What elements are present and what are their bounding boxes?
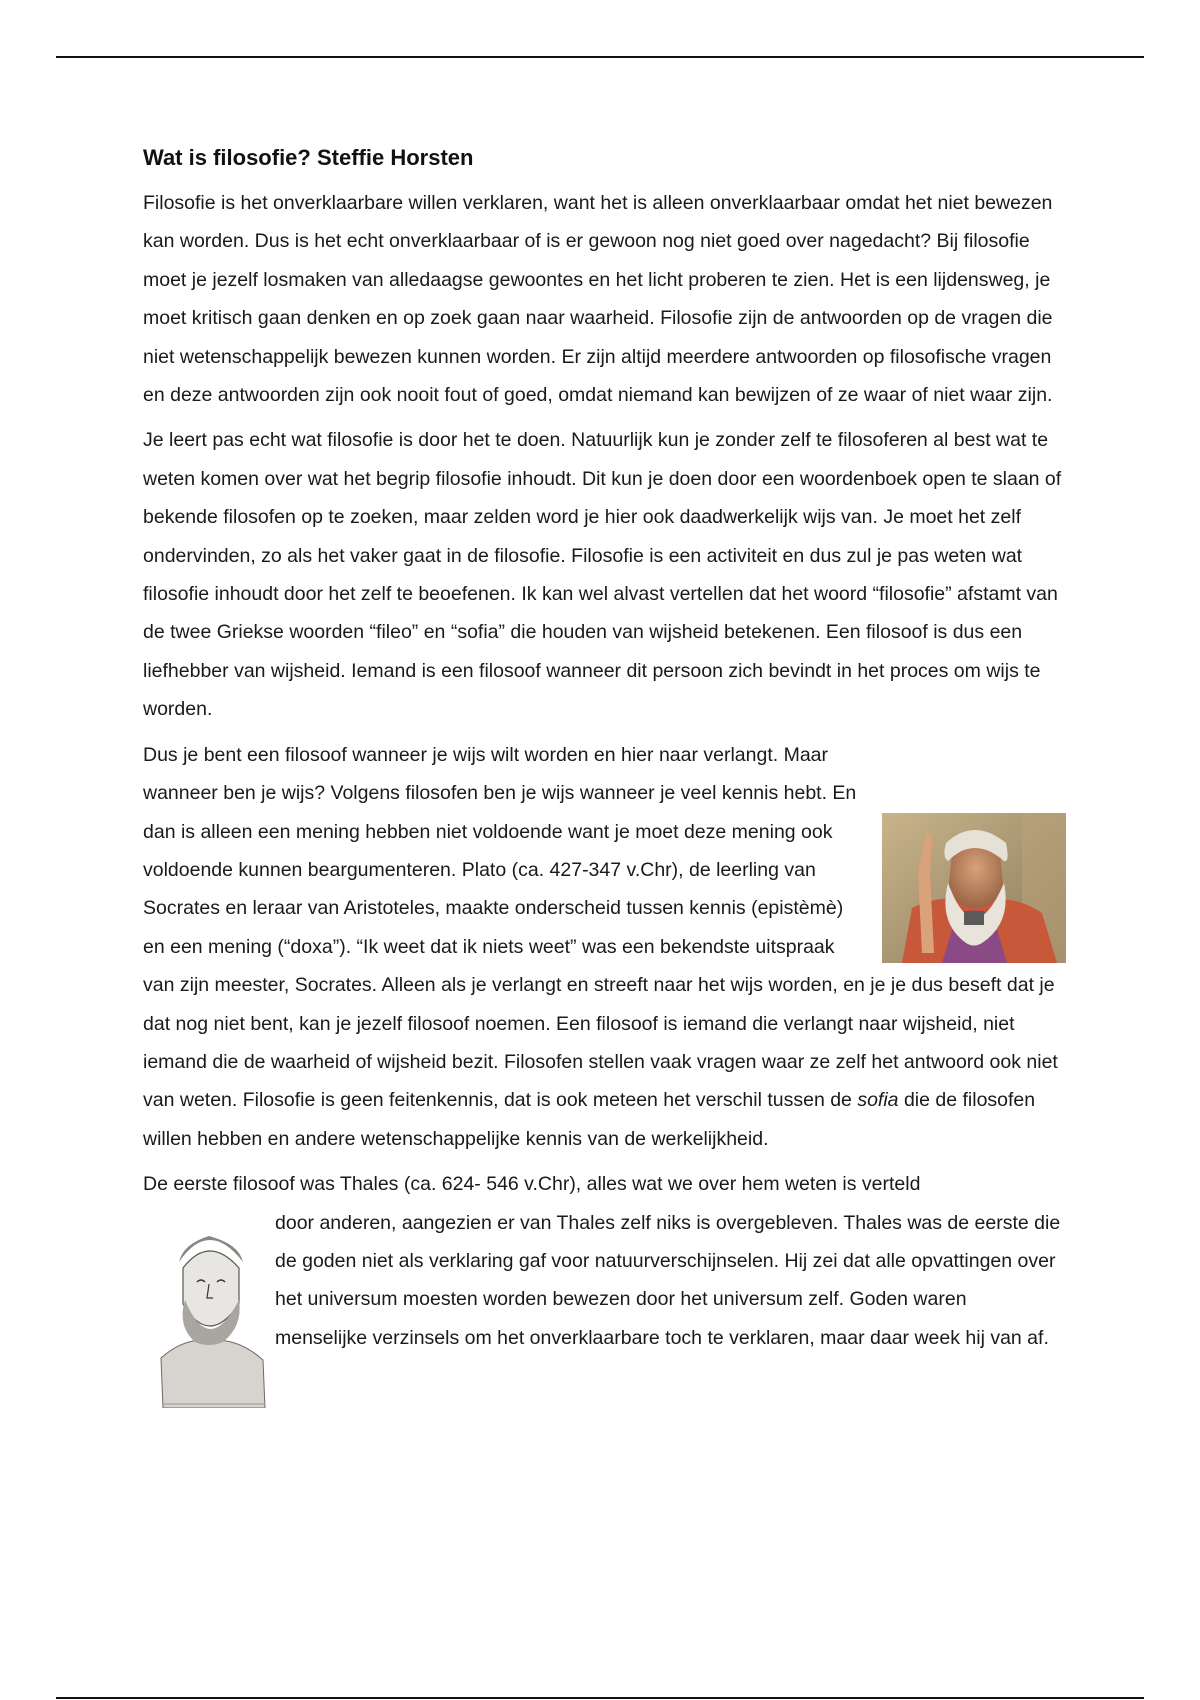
bottom-rule [56, 1697, 1144, 1699]
paragraph-3 [143, 736, 1063, 1158]
paragraph-4-text: door anderen, aangezien er van Thales zelf niks is overgebleven. Thales was de eerste die de goden niet als verklaring gaf voor natuurverschijnselen. Hij zei dat alle opvattingen over het universum moesten worden bewezen door het universum zelf. Goden waren menselijke verzinsels om het onverklaarbare toch te verklaren, maar daar week hij van af. [275, 1211, 1061, 1349]
paragraph-3-text-a: Dus je bent een filosoof wanneer je wijs wilt worden en hier naar verlangt. Maar wanneer ben je wijs? Volgens filosofen ben je wijs wanneer je veel kennis hebt. En dan is alleen een mening hebben niet voldoende want je moet deze mening ook voldoende kunnen beargumenteren. Plato (ca. 427-347 v.Chr), de leerling van Socrates en leraar van Aristoteles, maakte onderscheid tussen kennis (epistèmè) en een mening (“doxa”). “Ik weet dat ik niets weet” was een bekendste uitspraak van zijn meester, Socrates. Alleen als je verlangt en streeft naar het wijs worden, en je je dus beseft dat je dat nog niet bent, kan je jezelf filosoof noemen. Een filosoof is iemand die verlangt naar wijsheid, niet iemand die de waarheid of wijsheid bezit. Filosofen stellen vaak vragen waar ze zelf het antwoord ook niet van weten. Filosofie is geen feitenkennis, dat is ook meteen het verschil tussen de [143, 743, 1058, 1112]
document-title: Wat is filosofie? Steffie Horsten [143, 145, 474, 170]
paragraph-4-first-line: De eerste filosoof was Thales (ca. 624- 546 v.Chr), alles wat we over hem weten is verteld [143, 1173, 921, 1196]
document-body [143, 140, 1063, 1408]
paragraph-1: Filosofie is het onverklaarbare willen verklaren, want het is alleen onverklaarbaar omdat het niet bewezen kan worden. Dus is het echt onverklaarbaar of is er gewoon nog niet goed over nagedacht? Bij filosofie moet je jezelf losmaken van alledaagse gewoontes en het licht proberen te zien. Het is een lijdensweg, je moet kritisch gaan denken en op zoek gaan naar waarheid. Filosofie zijn de antwoorden op de vragen die niet wetenschappelijk bewezen kunnen worden. Er zijn altijd meerdere antwoorden op filosofische vragen en deze antwoorden zijn ook nooit fout of goed, omdat niemand kan bewijzen of ze waar of niet waar zijn. [143, 192, 1053, 407]
paragraph-3-emphasis: sofia [857, 1089, 899, 1112]
plato-portrait-image [882, 813, 1066, 963]
paragraph-4 [143, 1165, 1063, 1357]
paragraph-3-text-b: die de filosofen willen hebben en andere wetenschappelijke kennis van de werkelijkheid. [143, 1089, 1036, 1150]
thales-bust-image [143, 1208, 275, 1408]
top-rule [56, 56, 1144, 58]
paragraph-2: Je leert pas echt wat filosofie is door het te doen. Natuurlijk kun je zonder zelf te filosoferen al best wat te weten komen over wat het begrip filosofie inhoudt. Dit kun je doen door een woordenboek open te slaan of bekende filosofen op te zoeken, maar zelden word je hier ook daadwerkelijk wijs van. Je moet het zelf ondervinden, zo als het vaker gaat in de filosofie. Filosofie is een activiteit en dus zul je pas weten wat filosofie inhoudt door het zelf te beoefenen. Ik kan wel alvast vertellen dat het woord “filosofie” afstamt van de twee Griekse woorden “fileo” en “sofia” die houden van wijsheid betekenen. Een filosoof is dus een liefhebber van wijsheid. Iemand is een filosoof wanneer dit persoon zich bevindt in het proces om wijs te worden. [143, 429, 1062, 721]
